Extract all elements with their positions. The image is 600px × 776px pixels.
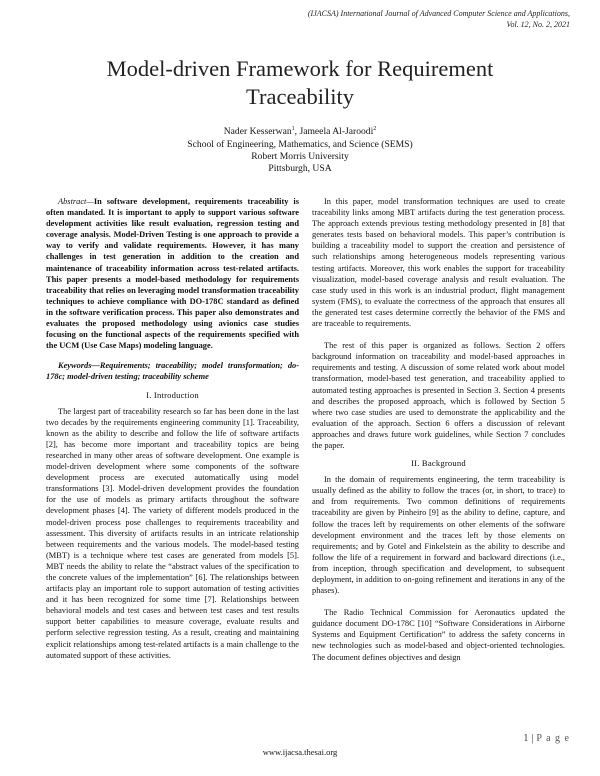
abstract: [46, 196, 299, 351]
affiliation-location: Pittsburgh, USA: [268, 163, 332, 175]
author-names: [100, 123, 500, 139]
keywords: Keywords—Requirements; traceability; model transformation; do-178c; model-driven testing; traceability scheme: [46, 361, 299, 382]
page-word: P a g e: [536, 733, 570, 744]
author-2-affiliation-mark: 2: [373, 126, 377, 132]
journal-header: [308, 8, 570, 30]
left-column: [46, 196, 299, 661]
right-column: [312, 196, 565, 663]
affiliation-school: School of Engineering, Mathematics, and Science (SEMS): [187, 138, 413, 150]
section-heading-background: II. Background: [411, 458, 466, 469]
page-number-value: 1: [523, 733, 529, 744]
title-line-1: Model-driven Framework for Requirement: [106, 56, 494, 81]
journal-name: (IJACSA) International Journal of Advanced Computer Science and Applications,: [307, 9, 570, 18]
intro-paragraph-3: The rest of this paper is organized as follows. Section 2 offers background information on traceability and model-based approaches in requirements and testing. A discussion of some related work about model transformation, model-based test generation, and traceability applied to automated testing approaches is presented in Section 3. Section 4 presents and describes the proposed approach, which is followed by Section 5 where two case studies are used to demonstrate the applicability and the evaluation of the approach. Section 6 offers a discussion of relevant approaches and draws future work guidelines, while Section 7 concludes the paper.: [312, 341, 565, 450]
title-line-2: Traceability: [246, 84, 354, 109]
page-number-separator: |: [531, 733, 534, 744]
author-1: Nader Kesserwan: [223, 126, 292, 138]
page-number: [523, 733, 570, 744]
author-1-affiliation-mark: 1: [291, 126, 295, 132]
background-paragraph-2: The Radio Technical Commission for Aeronautics updated the guidance document DO-178C [10] “Software Considerations in Airborne Systems and Equipment Certification” to address the safety concerns in new technologies such as model-based and object-oriented technologies. The document defines objectives and design: [312, 608, 565, 662]
abstract-text: In software development, requirements traceability is often mandated. It is important to apply to support various software development activities like result evaluation, regression testing and coverage analysis. Model-Driven Testing is one approach to provide a way to verify and validate requirements. However, it has many challenges in test generation in addition to the creation and maintenance of traceability information across test-related artifacts. This paper presents a model-based methodology for requirements traceability that relies on leveraging model transformation traceability techniques to achieve compliance with DO-178C standard as defined in the software verification process. This paper also demonstrates and evaluates the proposed methodology using avionics case studies focusing on the functional aspects of the requirements specified with the UCM (Use Case Maps) modeling language.: [46, 197, 299, 351]
affiliation-university: Robert Morris University: [251, 151, 349, 162]
author-2: Jameela Al-Jaroodi: [299, 126, 374, 138]
abstract-label: Abstract—: [58, 197, 94, 206]
intro-paragraph-2: In this paper, model transformation techniques are used to create traceability links among MBT artifacts during the test generation process. The approach extends previous testing methodology presented in [8] that generates tests based on behavioral models. This paper’s contribution is building a traceability model to support the creation and persistence of such relationships among heterogeneous models representing various testing artifacts. Moreover, this work enables the support for traceability visualization, model-based coverage analysis and result evaluation. The case study used in this work is an industrial product, flight management system (FMS), to evaluate the correctness of the approach that ensures all the generated test cases determine correctly the behavior of the FMS and are traceable to requirements.: [312, 197, 565, 329]
intro-paragraph-1: The largest part of traceability research so far has been done in the last two decades by the requirements engineering community [1]. Traceability, known as the ability to describe and follow the life of software artifacts [2], has become more important and traceability topics are being researched in many other areas of software development. One example is model-driven development where some components of the software development process are executed automatically using model transformations [3]. Model-driven development provides the foundation for the use of models as primary artifacts throughout the software development phases [4]. The variety of different models produced in the model-driven process pose challenges to requirements traceability and assessment. This diversity of artifacts results in an intricate relationship between requirements and the various models. The model-based testing (MBT) is a technique where test cases are generated from models [5]. MBT needs the ability to relate the “abstract values of the specification to the concrete values of the implementation” [6]. The relationships between artifacts play an important role to support automation of testing activities and it has been recognized for some time [7]. Relationships between behavioral models and test cases and between test cases and test results support better capabilities to measure coverage, evaluate results and perform selective regression testing. As a result, creating and maintaining explicit relationships among test-related artifacts is a main challenge to the automated support of these activities.: [46, 406, 299, 660]
section-heading-introduction: I. Introduction: [146, 389, 199, 400]
background-paragraph-1: In the domain of requirements engineering, the term traceability is usually defined as the ability to follow the traces (or, in short, to trace) to and from requirements. Two common definitions of requirements traceability are given by Pinheiro [9] as the ability to define, capture, and follow the traces left by requirements on other elements of the software development environment and the traces left by those elements on requirements; and by Gotel and Finkelstein as the ability to describe and follow the life of a requirement in forward and backward directions (i.e., from inception, through specification and development, to subsequent deployment, in addition to on-going refinement and iterations in any of the phases).: [312, 475, 565, 596]
footer-url: www.ijacsa.thesai.org: [262, 747, 338, 757]
author-separator: ,: [294, 126, 300, 138]
paper-title: [40, 55, 560, 111]
author-block: [100, 123, 500, 176]
journal-volume: Vol. 12, No. 2, 2021: [506, 20, 570, 29]
